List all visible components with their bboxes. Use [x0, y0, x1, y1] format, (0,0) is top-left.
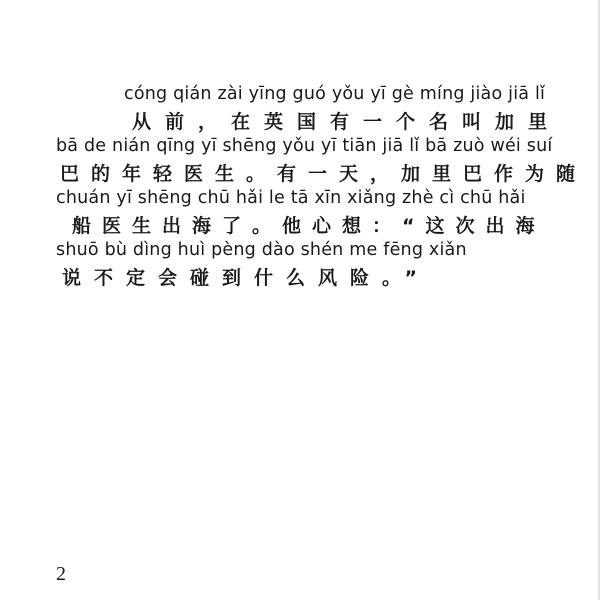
hanzi-line-4: 说不定会碰到什么风险。”: [62, 267, 430, 289]
pinyin-line-2: bā de nián qīng yī shēng yǒu yī tiān jiā lǐ bā zuò wéi suí: [56, 136, 553, 156]
pinyin-line-3: chuán yī shēng chū hǎi le tā xīn xiǎng zhè cì chū hǎi: [56, 188, 526, 208]
page-number: 2: [56, 563, 66, 585]
hanzi-line-2: 巴的年轻医生。有一天，加里巴作为随: [60, 163, 588, 185]
hanzi-line-3: 船医生出海了。他心想：“这次出海: [72, 215, 546, 237]
hanzi-line-1: 从前，在英国有一个名叫加里: [132, 111, 562, 133]
pinyin-line-1: cóng qián zài yīng guó yǒu yī gè míng jiào jiā lǐ: [124, 84, 546, 104]
pinyin-line-4: shuō bù dìng huì pèng dào shén me fēng xiǎn: [56, 240, 467, 260]
